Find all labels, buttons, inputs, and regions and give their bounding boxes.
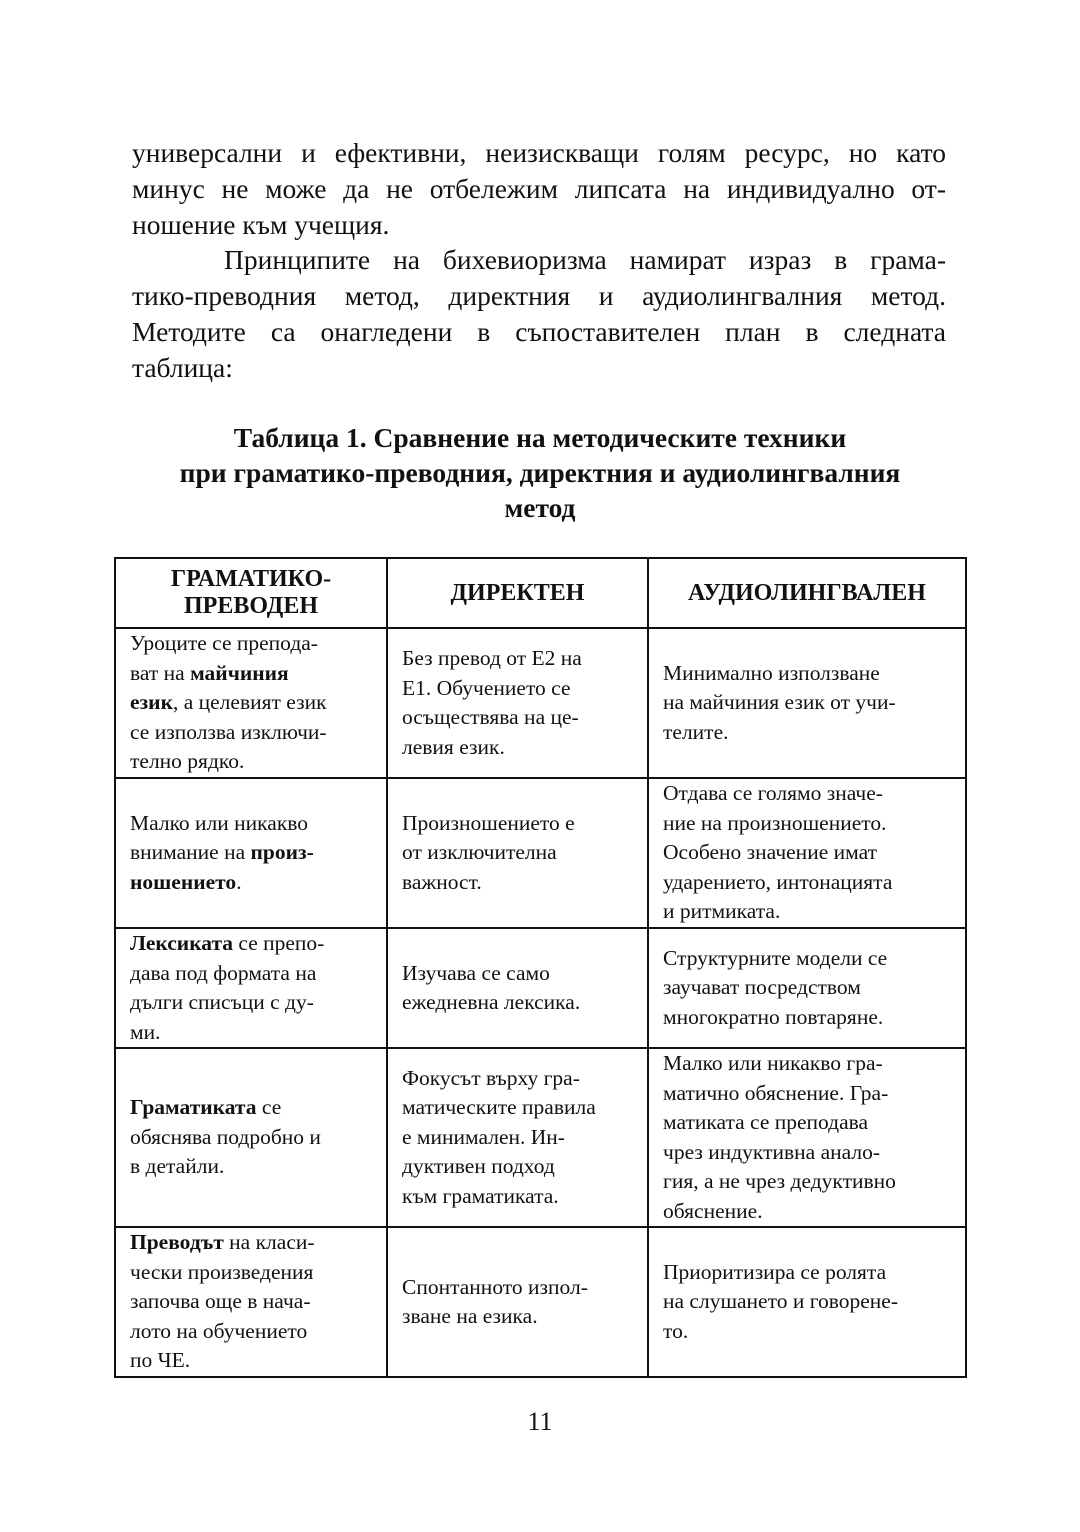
cell-direct: Фокусът върху гра- матическите правила е минимален. Ин- дуктивен подход към граматиката. [387, 1048, 648, 1227]
emphasis: Преводът [130, 1230, 224, 1255]
emphasis: ношението [130, 869, 237, 894]
caption-line: Таблица 1. Сравнение на методическите техники [233, 422, 847, 453]
cell-direct: Без превод от Е2 на Е1. Обучението се осъществява на це- левия език. [387, 628, 648, 778]
emphasis: произ- [250, 840, 314, 865]
paragraph-continuation [132, 135, 946, 243]
header-audiolingual: АУДИОЛИНГВАЛЕН [648, 558, 966, 628]
table-caption [110, 420, 970, 525]
page-number: 11 [527, 1407, 553, 1436]
paragraph-line: универсални и ефективни, неизискващи голям ресурс, но като [132, 137, 946, 168]
emphasis: майчиния [190, 660, 289, 685]
paragraph-line: тико-преводния метод, директния и аудиолингвалния метод. [132, 280, 946, 311]
cell-direct: Спонтанното изпол- зване на езика. [387, 1227, 648, 1377]
table-row [115, 928, 966, 1048]
table-row [115, 628, 966, 778]
emphasis: Лексиката [130, 931, 234, 955]
header-grammar-translation: ГРАМАТИКО- ПРЕВОДЕН [115, 558, 387, 628]
cell-direct: Произношението е от изключителна важност. [387, 778, 648, 928]
cell-audiolingual: Минимално използване на майчиния език от учи- телите. [648, 628, 966, 778]
paragraph-principles [132, 242, 946, 386]
cell-grammar-translation: Преводът на класи- чески произведения започва още в нача- лото на обучението по ЧЕ. [115, 1227, 387, 1377]
cell-grammar-translation: Граматиката се обяснява подробно и в детайли. [115, 1048, 387, 1227]
cell-audiolingual: Малко или никакво гра- матично обяснение. Гра- матиката се преподава чрез индуктивна анало- гия, а не чрез дедуктивно обяснение. [648, 1048, 966, 1227]
paragraph-line: Принципите на бихевиоризма намират израз в грама- [224, 244, 946, 275]
paragraph-line: минус не може да не отбележим липсата на индивидуално от- [132, 173, 946, 204]
paragraph-line: таблица: [132, 352, 233, 383]
table-row [115, 1227, 966, 1377]
table-header-row [115, 558, 966, 628]
comparison-table [114, 557, 967, 1378]
table-row [115, 778, 966, 928]
cell-audiolingual: Отдава се голямо значе- ние на произношението. Особено значение имат ударението, интонацията и ритмиката. [648, 778, 966, 928]
cell-audiolingual: Структурните модели се заучават посредством многократно повтаряне. [648, 928, 966, 1048]
caption-line: при граматико-преводния, директния и аудиолингвалния [179, 457, 901, 488]
cell-direct: Изучава се само ежедневна лексика. [387, 928, 648, 1048]
cell-grammar-translation: Уроците се препода- ват на майчиния език, а целевият език се използва изключи- телно рядко. [115, 628, 387, 778]
paragraph-line: Методите са онагледени в съпоставителен план в следната [132, 316, 946, 347]
emphasis: език [130, 690, 173, 715]
header-direct: ДИРЕКТЕН [387, 558, 648, 628]
cell-grammar-translation: Лексиката се препо- дава под формата на дълги списъци с ду- ми. [115, 928, 387, 1048]
cell-grammar-translation: Малко или никакво внимание на произ- ношението. [115, 778, 387, 928]
caption-line: метод [504, 492, 576, 523]
cell-audiolingual: Приоритизира се ролята на слушането и говорене- то. [648, 1227, 966, 1377]
paragraph-line: ношение към учещия. [132, 209, 390, 240]
emphasis: Граматиката [130, 1095, 257, 1120]
table-row [115, 1048, 966, 1227]
